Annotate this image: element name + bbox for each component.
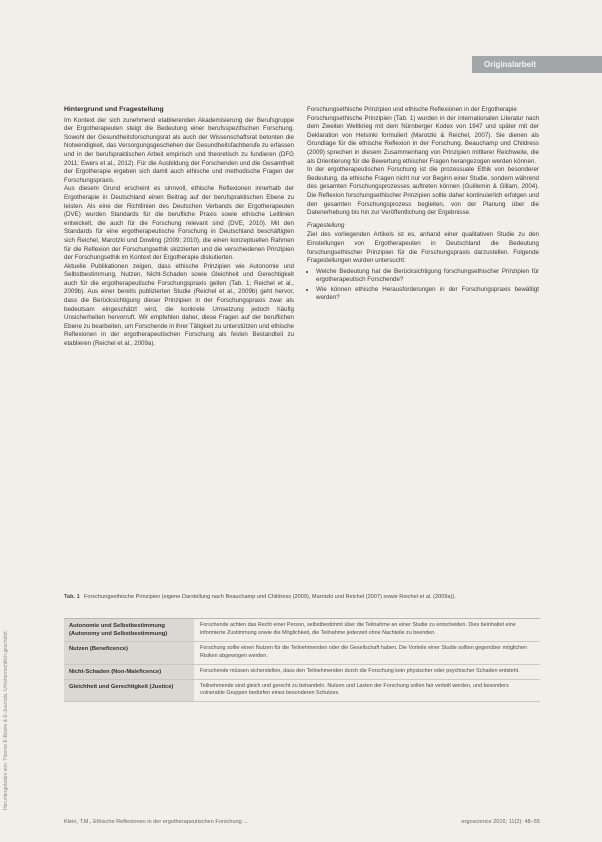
left-column <box>64 106 294 349</box>
right-column <box>307 106 539 304</box>
list-item: • Wie können ethische Herausforderungen in der Forschungspraxis bewältigt werden? <box>316 286 539 303</box>
table-row <box>64 680 540 703</box>
principle-cell: Nutzen (Beneficence) <box>64 642 194 664</box>
table-caption <box>64 593 534 601</box>
table-row <box>64 642 540 665</box>
description-cell: Teilnehmende sind gleich und gerecht zu behandeln. Nutzen und Lasten der Forschung sollen fair verteilt werden, und besonders vulnerable Gruppen bedürfen eines besonderen Schutzes. <box>200 682 509 697</box>
section-heading: Hintergrund und Fragestellung <box>64 106 164 113</box>
paragraph-lead: Forschungsethische Prinzipien und ethische Reflexionen in der Ergotherapie <box>307 106 517 113</box>
description-cell: Forschende müssen sicherstellen, dass den Teilnehmenden durch die Forschung kein physischer oder psychischer Schaden entsteht. <box>200 667 520 674</box>
subsection-heading: Fragestellung <box>307 221 345 229</box>
table-row <box>64 619 540 642</box>
paragraph: Aktuelle Publikationen zeigen, dass ethische Prinzipien wie Autonomie und Selbstbestimmung, Nutzen, Nicht-Schaden sowie Gleichheit und Gerechtigkeit auch für die ergotherapeutische Forschungspraxis gelten (Tab. 1; Reichel et al., 2009b). Aus einer bereits publizierten Studie (Reichel et al., 2009b) geht hervor, dass die Berücksichtigung dieser Prinzipien in der Forschungspraxis zwar als bedeutsam eingeschätzt wird, die konkrete Umsetzung jedoch häufig Unsicherheiten hervorruft. Wir empfehlen daher, diese Fragen auf der beruflichen Ebene zu bearbeiten, um Forschende in ihrer Tätigkeit zu unterstützen und ethische Reflexionen in der ergotherapeutischen Forschung als festen Bestandteil zu etablieren (Reichel et al., 2009a). <box>64 262 294 348</box>
section-banner-label: Originalarbeit <box>484 60 537 69</box>
footer-citation: Klein, T.M., Ethische Reflexionen in der ergotherapeutischen Forschung ... <box>64 819 248 825</box>
section-banner <box>472 56 602 73</box>
paragraph: In der ergotherapeutischen Forschung ist die prozessuale Ethik von besonderer Bedeutung, da ethische Fragen nicht nur vor Beginn einer Studie, sondern während des gesamten Forschungsprozesses auftreten können (Guillemin & Gillam, 2004). Die Reflexion forschungsethischer Prinzipien sollte daher kontinuierlich erfolgen und den gesamten Forschungsprozess begleiten, von der Planung über die Datenerhebung bis hin zur Veröffentlichung der Ergebnisse. <box>307 166 539 217</box>
description-cell: Forschende achten das Recht einer Person, selbstbestimmt über die Teilnahme an einer Studie zu entscheiden. Dies beinhaltet eine informierte Zustimmung sowie die Möglichkeit, die Teilnahme jederzeit ohne Nachteile zu beenden. <box>200 622 516 636</box>
principle-cell: Nicht-Schaden (Non-Maleficence) <box>64 665 194 679</box>
paragraph: Im Kontext der sich zunehmend etablierenden Akademisierung der Berufsgruppe der Ergotherapeuten steigt die Bedeutung einer berufsspezifischen Forschung. Sowohl der Gesundheitsforschungsrat als auch der Wissenschaftsrat betonten die Notwendigkeit, das Versorgungsgeschehen der Gesundheitsfachberufe zu erfassen und in der berufspraktischen Arbeit empirisch und theoretisch zu fundieren (DFG 2011; Ewers et al., 2012). Für die Ausbildung der Forschenden und die Gesamtheit der Ergotherapie ergeben sich damit auch ethische und methodische Fragen der Forschungspraxis. <box>64 116 294 184</box>
side-credit-text: Heruntergeladen von: Thieme E-Books & E-Journals. Urheberrechtlich geschützt. <box>3 630 9 810</box>
table-caption-text: Forschungsethische Prinzipien (eigene Darstellung nach Beauchamp und Childress (2009), Marotzki und Reichel (2007) sowie Reichel et al. (2009a)). <box>84 594 456 600</box>
list-item: • Welche Bedeutung hat die Berücksichtigung forschungsethischer Prinzipien für ergotherapeutisch Forschende? <box>316 268 539 285</box>
page-footer <box>64 819 540 825</box>
table-row <box>64 665 540 680</box>
footer-journal: ergoscience 2016; 11(2): 48–55 <box>461 819 540 825</box>
table-label: Tab. 1 <box>64 594 80 600</box>
paragraph: Forschungsethische Prinzipien (Tab. 1) wurden in der internationalen Literatur nach dem Zweiten Weltkrieg mit dem Nürnberger Kodex von 1947 und später mit der Deklaration von Helsinki formuliert (Marotzki & Reichel, 2007). Sie dienen als Grundlage für die ethische Reflexion in der Forschung. Beauchamp und Childress (2009) sprechen in diesem Zusammenhang von Prinzipien mittlerer Reichweite, die als Orientierung für die Bewertung ethischer Fragen herangezogen werden können. <box>307 114 539 165</box>
principles-table <box>64 618 540 702</box>
description-cell: Forschung sollte einen Nutzen für die Teilnehmenden oder die Gesellschaft haben. Die Vorteile einer Studie sollten gegenüber möglichen Risiken abgewogen werden. <box>200 645 528 659</box>
paragraph: Ziel des vorliegenden Artikels ist es, anhand einer qualitativen Studie zu den Einstellungen von Ergotherapeuten in Deutschland die Bedeutung forschungsethischer Prinzipien für die Forschungspraxis darzustellen. Folgende Fragestellungen wurden untersucht: <box>307 231 539 265</box>
principle-cell: Gleichheit und Gerechtigkeit (Justice) <box>64 680 194 702</box>
question-list <box>307 268 539 303</box>
principle-cell: Autonomie und Selbstbestimmung (Autonomy und Selbstbestimmung) <box>64 619 194 641</box>
paragraph: Aus diesem Grund erscheint es sinnvoll, ethische Reflexionen innerhalb der Ergotherapie in Deutschland einen Beitrag auf der berufspraktischen Ebene zu leisten. Als eine der Richtlinien des Deutschen Verbands der Ergotherapeuten (DVE) wurden Standards für die berufliche Praxis sowie ethische Leitlinien entwickelt, die auch für die Forschung relevant sind (DVE, 2010). Mit den Standards für eine ergotherapeutische Forschung in Deutschland beschäftigten sich Reichel, Marotzki und Dowling (2009; 2010), die einen konzeptuellen Rahmen für die Reflexion der Forschungsethik skizzierten und die verschiedenen Prinzipien der Forschungsethik im Kontext der Ergotherapie diskutierten. <box>64 185 294 262</box>
